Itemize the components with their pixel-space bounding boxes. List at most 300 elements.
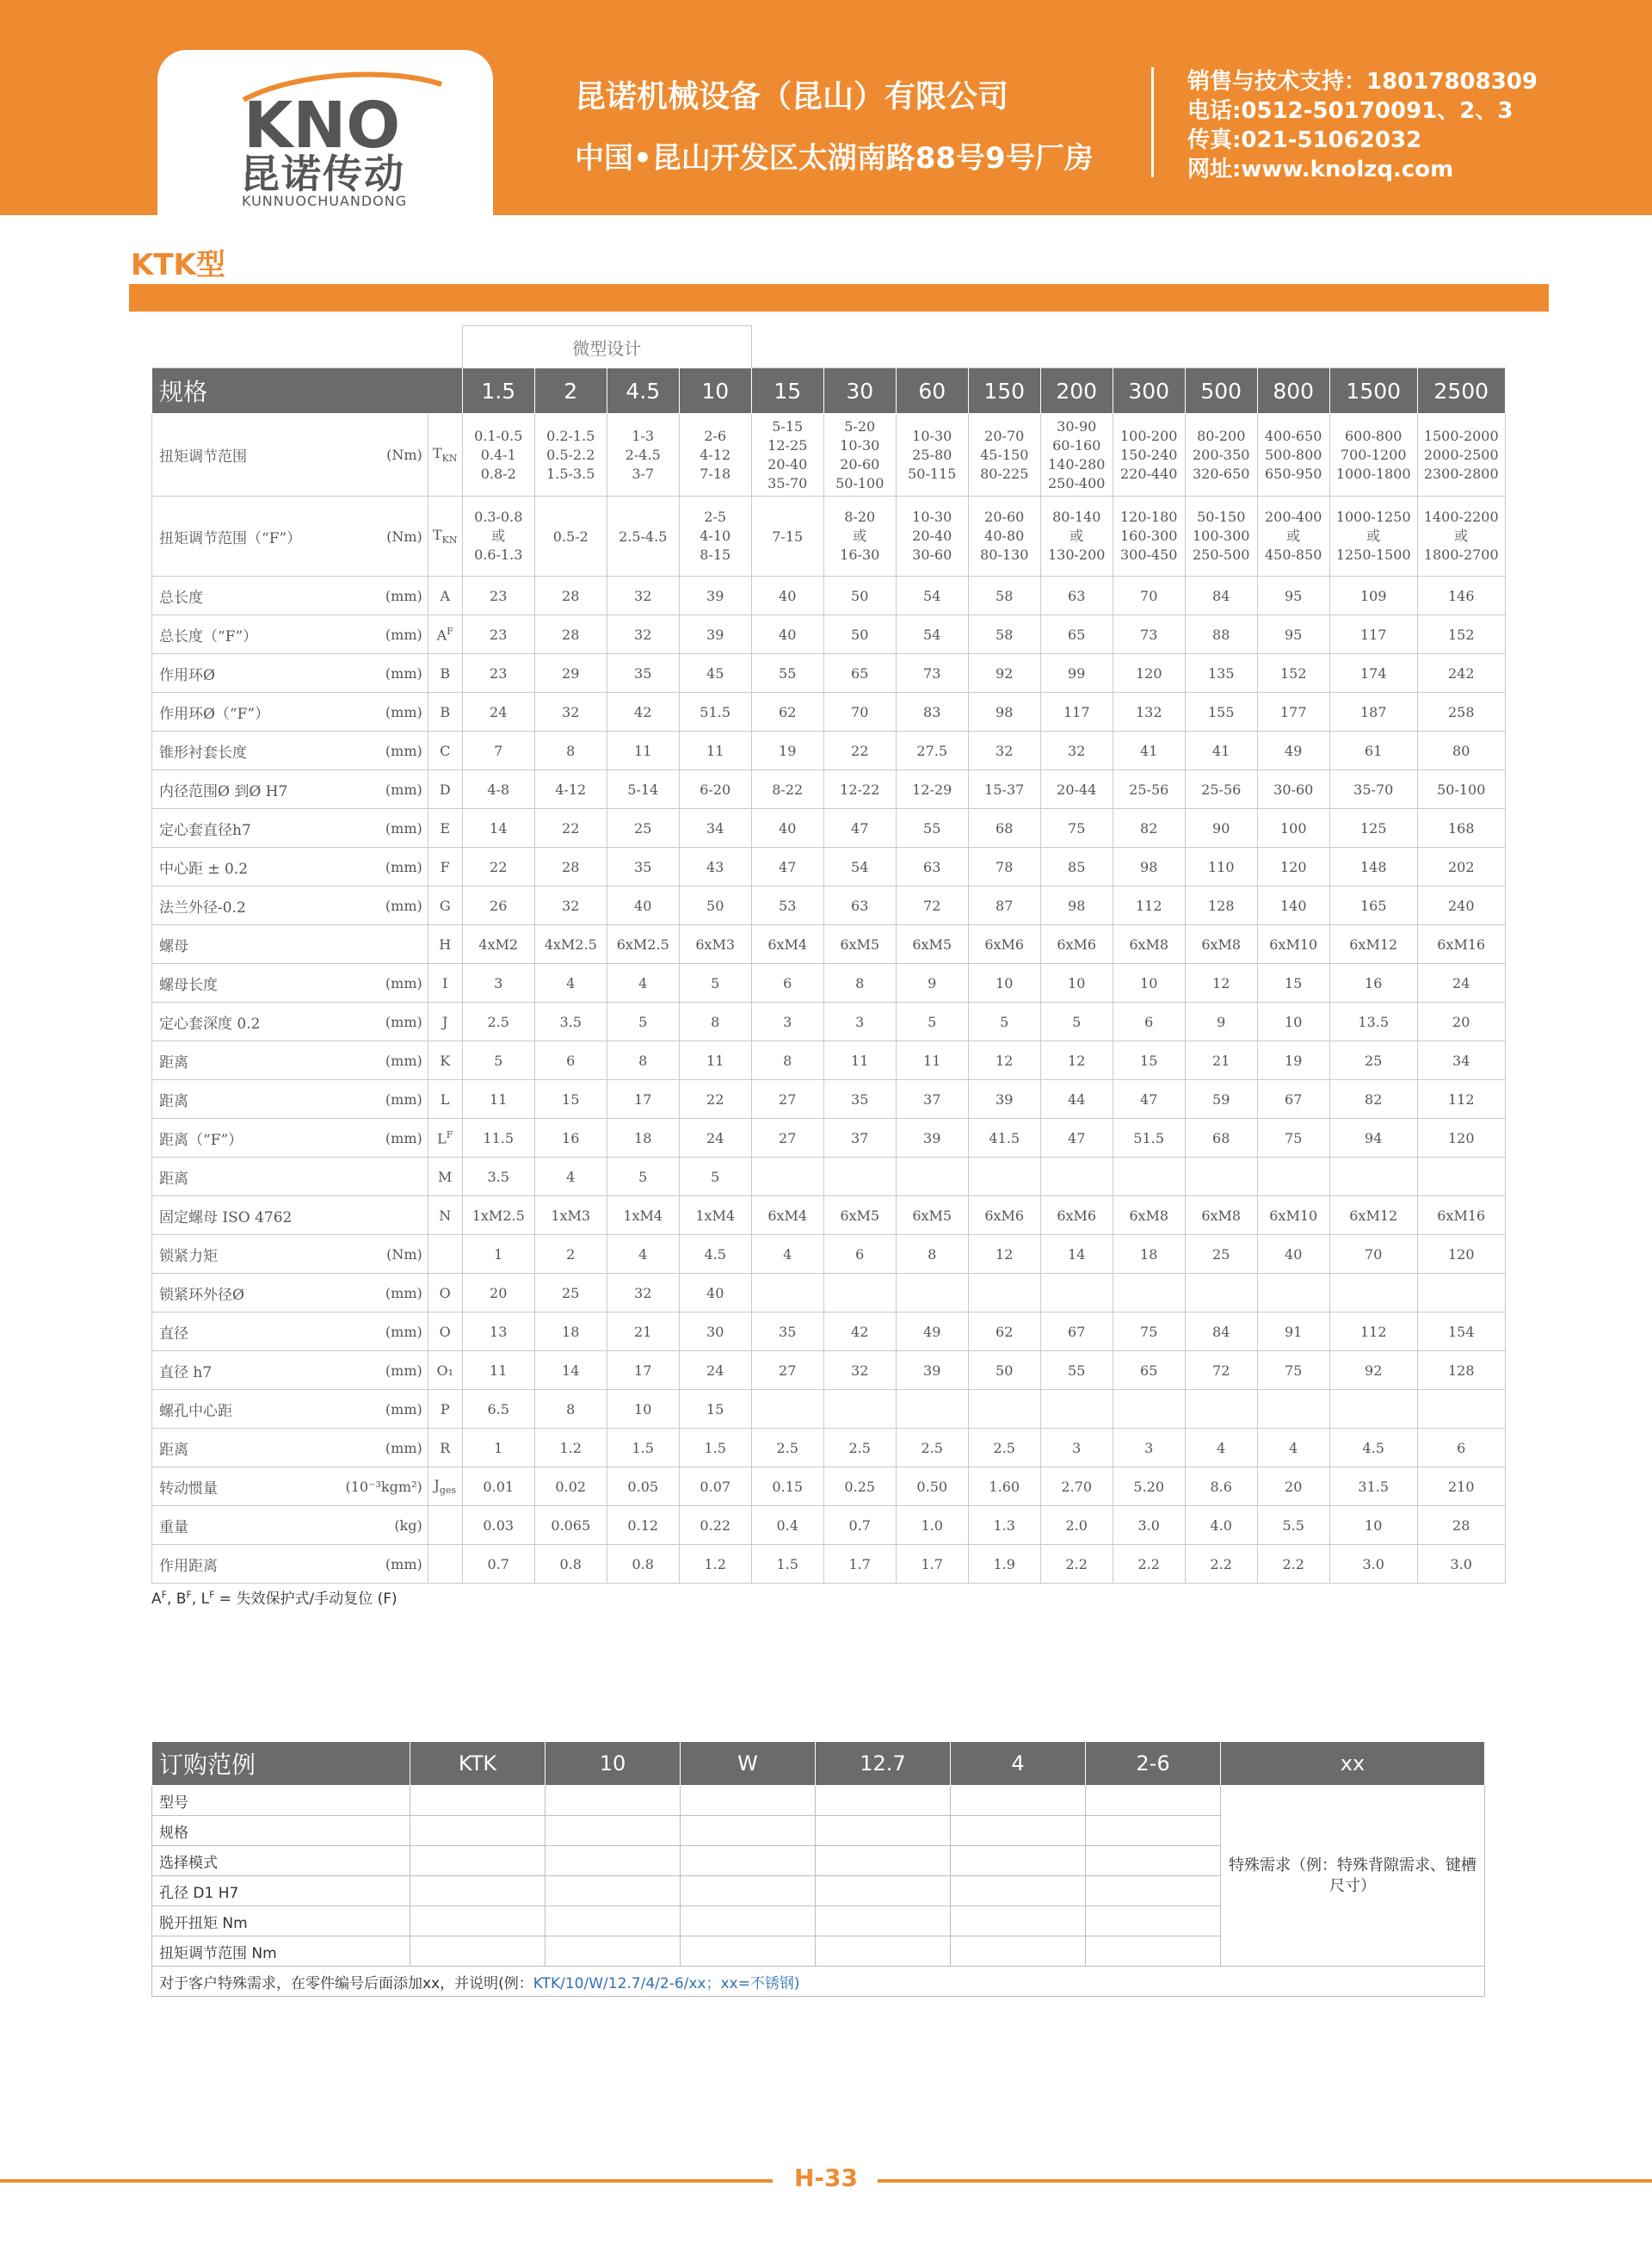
spec-cell: 0.7 — [462, 1545, 534, 1584]
spec-cell: 0.8 — [607, 1545, 679, 1584]
spec-cell: 3.0 — [1113, 1506, 1185, 1545]
spec-row-label: 固定螺母 ISO 4762 — [152, 1196, 346, 1235]
spec-cell: 1.5 — [679, 1429, 751, 1467]
spec-cell: 6xM2.5 — [607, 925, 679, 964]
spec-cell: 50-100 — [1417, 770, 1505, 809]
spec-cell: 4-12 — [534, 770, 607, 809]
spec-cell: 68 — [1185, 1119, 1257, 1158]
spec-cell: 4 — [1257, 1429, 1329, 1467]
spec-cell: 10 — [1257, 1003, 1329, 1041]
spec-row-unit: (mm) — [346, 848, 428, 886]
spec-cell: 1xM4 — [607, 1196, 679, 1235]
spec-cell: 2.5 — [823, 1429, 896, 1467]
spec-row-unit: (mm) — [346, 1390, 428, 1429]
spec-cell: 8 — [751, 1041, 823, 1080]
spec-cell: 152 — [1257, 654, 1329, 693]
contact-sales: 销售与技术支持：18017808309 — [1187, 69, 1538, 95]
spec-cell: 120-180 160-300 300-450 — [1113, 497, 1185, 577]
spec-cell: 8.6 — [1185, 1467, 1257, 1506]
spec-cell: 15-37 — [968, 770, 1040, 809]
spec-cell: 62 — [968, 1312, 1040, 1351]
spec-cell: 8 — [679, 1003, 751, 1041]
spec-cell: 90 — [1185, 809, 1257, 848]
spec-row — [152, 770, 1506, 809]
spec-row-symbol: B — [428, 654, 462, 693]
spec-cell: 3.0 — [1329, 1545, 1417, 1584]
spec-cell: 63 — [1040, 577, 1113, 615]
spec-cell: 6xM12 — [1329, 1196, 1417, 1235]
spec-cell: 11.5 — [462, 1119, 534, 1158]
spec-cell: 6 — [1113, 1003, 1185, 1041]
spec-cell: 0.7 — [823, 1506, 896, 1545]
order-code-mode: W — [681, 1742, 816, 1786]
footer-line-left — [0, 2179, 773, 2183]
order-header-row — [152, 1742, 1485, 1786]
spec-row-label: 距离 — [152, 1080, 346, 1119]
spec-cell: 13.5 — [1329, 1003, 1417, 1041]
spec-cell: 1.5 — [751, 1545, 823, 1584]
spec-cell: 5 — [968, 1003, 1040, 1041]
spec-cell: 24 — [1417, 964, 1505, 1003]
spec-cell: 1 — [462, 1235, 534, 1274]
spec-cell: 0.50 — [896, 1467, 968, 1506]
spec-cell: 100-200 150-240 220-440 — [1113, 414, 1185, 497]
spec-row-unit: (mm) — [346, 1429, 428, 1467]
spec-cell: 34 — [679, 809, 751, 848]
spec-row-label: 重量 — [152, 1506, 346, 1545]
spec-row-symbol: E — [428, 809, 462, 848]
spec-cell: 94 — [1329, 1119, 1417, 1158]
spec-row-unit: (mm) — [346, 615, 428, 654]
spec-cell: 32 — [534, 886, 607, 925]
size-header-150: 150 — [968, 368, 1040, 414]
spec-cell: 10 — [1113, 964, 1185, 1003]
spec-cell: 0.03 — [462, 1506, 534, 1545]
page-header — [0, 0, 1652, 215]
spec-row-symbol: B — [428, 693, 462, 732]
spec-cell — [1185, 1390, 1257, 1429]
spec-cell: 16 — [1329, 964, 1417, 1003]
spec-cell: 30-60 — [1257, 770, 1329, 809]
spec-row — [152, 925, 1506, 964]
spec-row — [152, 654, 1506, 693]
spec-cell: 6 — [751, 964, 823, 1003]
spec-cell: 2.2 — [1257, 1545, 1329, 1584]
spec-cell: 40 — [751, 809, 823, 848]
spec-row-symbol: $T_{KN}$ — [428, 414, 462, 497]
contact-phone: 电话:0512-50170091、2、3 — [1187, 98, 1513, 124]
spec-cell: 12 — [968, 1041, 1040, 1080]
spec-cell: 6xM6 — [968, 925, 1040, 964]
spec-cell: 120 — [1417, 1119, 1505, 1158]
spec-cell — [896, 1390, 968, 1429]
spec-cell: 28 — [534, 848, 607, 886]
order-row — [152, 1786, 1485, 1816]
spec-cell: 47 — [1040, 1119, 1113, 1158]
spec-cell: 28 — [534, 615, 607, 654]
spec-cell: 6xM6 — [968, 1196, 1040, 1235]
spec-cell: 12 — [968, 1235, 1040, 1274]
spec-cell: 10-30 20-40 30-60 — [896, 497, 968, 577]
spec-cell: 8 — [534, 732, 607, 770]
spec-cell: 49 — [896, 1312, 968, 1351]
spec-cell: 54 — [896, 577, 968, 615]
spec-cell: 15 — [534, 1080, 607, 1119]
order-footer-prefix: 对于客户特殊需求，在零件编号后面添加xx，并说明(例： — [159, 1974, 533, 1992]
spec-cell: 187 — [1329, 693, 1417, 732]
spec-cell: 120 — [1113, 654, 1185, 693]
spec-cell: 0.2-1.5 0.5-2.2 1.5-3.5 — [534, 414, 607, 497]
spec-cell: 0.25 — [823, 1467, 896, 1506]
spec-cell: 31.5 — [1329, 1467, 1417, 1506]
spec-cell: 117 — [1040, 693, 1113, 732]
brand-pinyin: KUNNUOCHUANDONG — [242, 193, 408, 209]
spec-cell: 88 — [1185, 615, 1257, 654]
spec-cell: 6xM8 — [1185, 925, 1257, 964]
size-header-1500: 1500 — [1329, 368, 1417, 414]
spec-cell: 125 — [1329, 809, 1417, 848]
spec-cell: 45 — [679, 654, 751, 693]
spec-cell: 4.5 — [679, 1235, 751, 1274]
spec-row-label: 转动惯量 — [152, 1467, 346, 1506]
spec-cell: 8 — [896, 1235, 968, 1274]
spec-cell: 24 — [679, 1119, 751, 1158]
spec-cell — [1040, 1390, 1113, 1429]
spec-cell — [1040, 1158, 1113, 1196]
spec-cell: 200-400 或 450-850 — [1257, 497, 1329, 577]
spec-cell: 0.01 — [462, 1467, 534, 1506]
spec-cell: 27.5 — [896, 732, 968, 770]
spec-cell: 5.20 — [1113, 1467, 1185, 1506]
spec-row — [152, 1545, 1506, 1584]
spec-cell: 0.5-2 — [534, 497, 607, 577]
spec-row — [152, 1080, 1506, 1119]
spec-cell: 8 — [607, 1041, 679, 1080]
spec-cell: 1.7 — [896, 1545, 968, 1584]
spec-cell — [1185, 1158, 1257, 1196]
spec-cell — [1329, 1158, 1417, 1196]
spec-cell: 15 — [1113, 1041, 1185, 1080]
spec-cell: 54 — [823, 848, 896, 886]
spec-cell — [1417, 1274, 1505, 1312]
spec-cell: 34 — [1417, 1041, 1505, 1080]
order-footer-row — [152, 1967, 1485, 1997]
size-header-15: 15 — [751, 368, 823, 414]
spec-cell: 8 — [534, 1390, 607, 1429]
spec-cell: 110 — [1185, 848, 1257, 886]
spec-cell: 3.5 — [534, 1003, 607, 1041]
spec-cell: 41 — [1185, 732, 1257, 770]
spec-cell: 2-6 4-12 7-18 — [679, 414, 751, 497]
spec-cell: 62 — [751, 693, 823, 732]
spec-row — [152, 1467, 1506, 1506]
spec-cell: 20-60 40-80 80-130 — [968, 497, 1040, 577]
spec-row — [152, 1274, 1506, 1312]
spec-row-unit: (kg) — [346, 1506, 428, 1545]
spec-row-symbol: N — [428, 1196, 462, 1235]
spec-cell — [896, 1274, 968, 1312]
spec-cell: 6xM6 — [1040, 925, 1113, 964]
spec-cell: 5 — [679, 1158, 751, 1196]
spec-cell: 40 — [751, 577, 823, 615]
spec-row-unit: (Nm) — [346, 414, 428, 497]
spec-cell: 61 — [1329, 732, 1417, 770]
spec-cell: 55 — [751, 654, 823, 693]
spec-cell — [1257, 1390, 1329, 1429]
order-footer-code: KTK/10/W/12.7/4/2-6/xx；xx=不锈钢) — [533, 1974, 800, 1992]
spec-row-label: 法兰外径-0.2 — [152, 886, 346, 925]
spec-row-symbol: $J_{ges}$ — [428, 1467, 462, 1506]
spec-cell: 1 — [462, 1429, 534, 1467]
spec-cell: 2 — [534, 1235, 607, 1274]
spec-row-label: 螺母 — [152, 925, 346, 964]
spec-cell: 22 — [462, 848, 534, 886]
spec-cell: 50 — [823, 615, 896, 654]
spec-cell: 20-70 45-150 80-225 — [968, 414, 1040, 497]
spec-cell: 174 — [1329, 654, 1417, 693]
spec-cell: 92 — [1329, 1351, 1417, 1390]
size-header-10: 10 — [679, 368, 751, 414]
spec-row-label: 扭矩调节范围 — [152, 414, 346, 497]
spec-cell: 50-150 100-300 250-500 — [1185, 497, 1257, 577]
order-code-size: 10 — [546, 1742, 681, 1786]
spec-cell: 11 — [896, 1041, 968, 1080]
spec-cell — [968, 1158, 1040, 1196]
spec-cell: 3 — [751, 1003, 823, 1041]
spec-cell: 23 — [462, 577, 534, 615]
spec-cell: 4-8 — [462, 770, 534, 809]
spec-cell: 0.07 — [679, 1467, 751, 1506]
spec-row — [152, 1003, 1506, 1041]
order-header-label: 订购范例 — [152, 1742, 410, 1786]
spec-cell: 32 — [823, 1351, 896, 1390]
spec-row-label: 螺孔中心距 — [152, 1390, 346, 1429]
spec-cell — [1185, 1274, 1257, 1312]
spec-cell: 0.12 — [607, 1506, 679, 1545]
special-requirement-note: 特殊需求（例：特殊背隙需求、键槽尺寸） — [1221, 1786, 1485, 1967]
size-header-2: 2 — [534, 368, 607, 414]
spec-row-unit: (mm) — [346, 577, 428, 615]
spec-cell: 19 — [1257, 1041, 1329, 1080]
spec-cell: 80 — [1417, 732, 1505, 770]
spec-row-symbol: I — [428, 964, 462, 1003]
spec-row-unit: (Nm) — [346, 1235, 428, 1274]
spec-cell: 7-15 — [751, 497, 823, 577]
spec-row-symbol: $L^F$ — [428, 1119, 462, 1158]
spec-row-symbol: F — [428, 848, 462, 886]
spec-row-label: 中心距 ± 0.2 — [152, 848, 346, 886]
spec-row-label: 距离（“F”） — [152, 1119, 346, 1158]
company-name: 昆诺机械设备（昆山）有限公司 — [575, 79, 1009, 114]
spec-row — [152, 577, 1506, 615]
spec-cell — [1417, 1390, 1505, 1429]
spec-row-unit: (mm) — [346, 1041, 428, 1080]
spec-cell: 11 — [679, 732, 751, 770]
spec-footnote: $A^F$, $B^F$, $L^F$ = 失效保护式/手动复位 (F) — [151, 1589, 398, 1608]
spec-cell: 55 — [896, 809, 968, 848]
spec-cell: 1.2 — [534, 1429, 607, 1467]
spec-row-symbol: $A^F$ — [428, 615, 462, 654]
spec-cell: 112 — [1113, 886, 1185, 925]
order-footer-text — [152, 1967, 1485, 1997]
spec-cell — [1113, 1274, 1185, 1312]
spec-cell: 14 — [534, 1351, 607, 1390]
spec-cell: 112 — [1329, 1312, 1417, 1351]
spec-row-symbol: M — [428, 1158, 462, 1196]
spec-row-unit: (mm) — [346, 693, 428, 732]
spec-cell: 8 — [823, 964, 896, 1003]
spec-cell: 1xM3 — [534, 1196, 607, 1235]
spec-row — [152, 886, 1506, 925]
spec-cell: 4 — [751, 1235, 823, 1274]
spec-cell: 35 — [751, 1312, 823, 1351]
contact-website[interactable]: 网址:www.knolzq.com — [1187, 157, 1454, 182]
spec-cell: 1.60 — [968, 1467, 1040, 1506]
spec-cell: 6xM6 — [1040, 1196, 1113, 1235]
spec-row — [152, 1235, 1506, 1274]
spec-cell: 6-20 — [679, 770, 751, 809]
spec-cell: 25 — [1329, 1041, 1417, 1080]
spec-cell: 80-200 200-350 320-650 — [1185, 414, 1257, 497]
spec-cell: 5 — [607, 1003, 679, 1041]
spec-cell: 22 — [823, 732, 896, 770]
spec-cell: 0.22 — [679, 1506, 751, 1545]
spec-cell: 83 — [896, 693, 968, 732]
spec-cell: 19 — [751, 732, 823, 770]
spec-row — [152, 693, 1506, 732]
spec-cell: 12-29 — [896, 770, 968, 809]
spec-cell: 0.05 — [607, 1467, 679, 1506]
spec-cell: 37 — [823, 1119, 896, 1158]
spec-row-label: 定心套直径h7 — [152, 809, 346, 848]
spec-cell: 68 — [968, 809, 1040, 848]
spec-cell: 10 — [968, 964, 1040, 1003]
spec-cell — [823, 1158, 896, 1196]
spec-cell: 4xM2 — [462, 925, 534, 964]
spec-row-symbol: K — [428, 1041, 462, 1080]
spec-cell: 0.02 — [534, 1467, 607, 1506]
spec-row-label: 总长度 — [152, 577, 346, 615]
spec-cell: 12 — [1040, 1041, 1113, 1080]
spec-row-symbol: R — [428, 1429, 462, 1467]
spec-cell: 85 — [1040, 848, 1113, 886]
spec-cell: 59 — [1185, 1080, 1257, 1119]
spec-cell: 177 — [1257, 693, 1329, 732]
spec-cell: 29 — [534, 654, 607, 693]
spec-row-label: 定心套深度 0.2 — [152, 1003, 346, 1041]
spec-cell: 22 — [534, 809, 607, 848]
spec-cell: 6 — [534, 1041, 607, 1080]
spec-cell: 73 — [1113, 615, 1185, 654]
spec-cell: 20 — [1257, 1467, 1329, 1506]
spec-cell: 5-20 10-30 20-60 50-100 — [823, 414, 896, 497]
spec-row-unit: (mm) — [346, 1274, 428, 1312]
spec-cell: 47 — [1113, 1080, 1185, 1119]
spec-row-unit: (mm) — [346, 770, 428, 809]
spec-cell: 1-3 2-4.5 3-7 — [607, 414, 679, 497]
spec-cell: 2.5 — [462, 1003, 534, 1041]
spec-cell: 65 — [823, 654, 896, 693]
spec-cell: 6 — [1417, 1429, 1505, 1467]
spec-cell: 6xM8 — [1113, 925, 1185, 964]
spec-cell: 55 — [1040, 1351, 1113, 1390]
logo — [157, 50, 493, 222]
spec-cell: 4 — [607, 964, 679, 1003]
spec-row-symbol: C — [428, 732, 462, 770]
spec-cell: 63 — [823, 886, 896, 925]
spec-row — [152, 1196, 1506, 1235]
spec-cell: 58 — [968, 615, 1040, 654]
section-title: KTK型 — [131, 248, 225, 282]
spec-cell: 1.3 — [968, 1506, 1040, 1545]
spec-cell: 3.0 — [1417, 1545, 1505, 1584]
spec-cell: 70 — [823, 693, 896, 732]
spec-cell: 112 — [1417, 1080, 1505, 1119]
spec-cell: 258 — [1417, 693, 1505, 732]
spec-cell: 43 — [679, 848, 751, 886]
spec-row-unit: (mm) — [346, 654, 428, 693]
spec-cell: 28 — [534, 577, 607, 615]
spec-row-symbol: O₁ — [428, 1351, 462, 1390]
spec-cell: 4 — [534, 1158, 607, 1196]
spec-cell: 155 — [1185, 693, 1257, 732]
spec-cell: 98 — [1113, 848, 1185, 886]
spec-row-label: 直径 — [152, 1312, 346, 1351]
spec-cell — [968, 1390, 1040, 1429]
spec-cell: 4 — [1185, 1429, 1257, 1467]
spec-cell: 24 — [679, 1351, 751, 1390]
spec-cell: 35-70 — [1329, 770, 1417, 809]
spec-cell: 3.5 — [462, 1158, 534, 1196]
spec-header-row — [152, 368, 1506, 414]
spec-cell: 35 — [607, 848, 679, 886]
size-header-30: 30 — [823, 368, 896, 414]
spec-cell: 95 — [1257, 615, 1329, 654]
spec-row-symbol: D — [428, 770, 462, 809]
spec-cell: 2.5 — [896, 1429, 968, 1467]
spec-cell — [1257, 1274, 1329, 1312]
spec-cell: 2.70 — [1040, 1467, 1113, 1506]
spec-cell: 80-140 或 130-200 — [1040, 497, 1113, 577]
size-header-200: 200 — [1040, 368, 1113, 414]
spec-cell: 99 — [1040, 654, 1113, 693]
size-header-4.5: 4.5 — [607, 368, 679, 414]
spec-cell: 135 — [1185, 654, 1257, 693]
spec-row-unit: (mm) — [346, 1003, 428, 1041]
spec-cell: 117 — [1329, 615, 1417, 654]
spec-cell — [1257, 1158, 1329, 1196]
spec-row-label: 作用环Ø（“F”） — [152, 693, 346, 732]
spec-cell: 1.0 — [896, 1506, 968, 1545]
spec-cell: 17 — [607, 1080, 679, 1119]
spec-row-label: 内径范围Ø 到Ø H7 — [152, 770, 346, 809]
spec-cell: 140 — [1257, 886, 1329, 925]
spec-cell: 58 — [968, 577, 1040, 615]
spec-row-label: 扭矩调节范围（“F”） — [152, 497, 346, 577]
spec-cell: 8-22 — [751, 770, 823, 809]
spec-cell: 32 — [968, 732, 1040, 770]
spec-row-label: 距离 — [152, 1041, 346, 1080]
spec-cell: 14 — [1040, 1235, 1113, 1274]
spec-row-label: 作用环Ø — [152, 654, 346, 693]
spec-cell: 2.2 — [1185, 1545, 1257, 1584]
spec-cell: 3 — [823, 1003, 896, 1041]
spec-cell: 5 — [462, 1041, 534, 1080]
spec-cell: 0.1-0.5 0.4-1 0.8-2 — [462, 414, 534, 497]
size-header-1.5: 1.5 — [462, 368, 534, 414]
spec-row — [152, 1041, 1506, 1080]
spec-cell: 1500-2000 2000-2500 2300-2800 — [1417, 414, 1505, 497]
